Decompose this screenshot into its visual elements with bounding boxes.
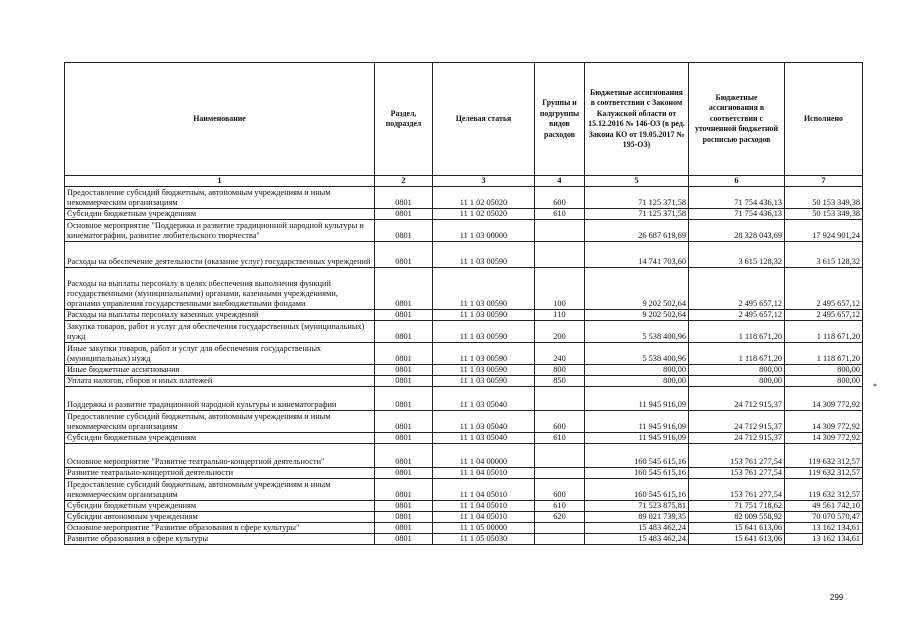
cell-budget-law: 11 945 916,09 <box>585 411 689 433</box>
cell-target: 11 1 04 05010 <box>433 479 535 501</box>
table-row <box>65 187 863 209</box>
cell-target: 11 1 04 05010 <box>433 512 535 523</box>
cell-section: 0801 <box>375 220 433 242</box>
column-number: 5 <box>585 176 689 187</box>
cell-budget-law: 9 202 502,64 <box>585 310 689 321</box>
column-number: 1 <box>65 176 375 187</box>
cell-section: 0801 <box>375 376 433 387</box>
cell-budget-refined: 71 754 436,13 <box>689 209 785 220</box>
cell-target: 11 1 02 05020 <box>433 187 535 209</box>
cell-group: 600 <box>535 187 585 209</box>
cell-group <box>535 534 585 545</box>
cell-group <box>535 468 585 479</box>
cell-target: 11 1 03 00590 <box>433 310 535 321</box>
table-row <box>65 444 863 468</box>
header-executed: Исполнено <box>785 63 863 176</box>
cell-name: Предоставление субсидий бюджетным, автономным учреждениям и иным некоммерческим организациям <box>65 479 375 501</box>
table-row <box>65 534 863 545</box>
cell-section: 0801 <box>375 187 433 209</box>
cell-group: 610 <box>535 501 585 512</box>
cell-executed: 70 070 570,47 <box>785 512 863 523</box>
cell-section: 0801 <box>375 387 433 411</box>
cell-name: Расходы на обеспечение деятельности (оказание услуг) государственных учреждений <box>65 242 375 268</box>
cell-target: 11 1 03 05040 <box>433 433 535 444</box>
header-row <box>65 63 863 176</box>
table-row <box>65 376 863 387</box>
cell-section: 0801 <box>375 534 433 545</box>
table-row <box>65 310 863 321</box>
cell-group <box>535 220 585 242</box>
table-row <box>65 268 863 310</box>
column-number: 6 <box>689 176 785 187</box>
cell-section: 0801 <box>375 343 433 365</box>
cell-budget-refined: 153 761 277,54 <box>689 468 785 479</box>
cell-target: 11 1 03 00590 <box>433 268 535 310</box>
cell-target: 11 1 05 00000 <box>433 523 535 534</box>
cell-executed: 2 495 657,12 <box>785 268 863 310</box>
header-name: Наименование <box>65 63 375 176</box>
cell-executed: 119 632 312,57 <box>785 468 863 479</box>
cell-section: 0801 <box>375 523 433 534</box>
cell-target: 11 1 03 05040 <box>433 387 535 411</box>
cell-group: 800 <box>535 365 585 376</box>
cell-target: 11 1 05 05030 <box>433 534 535 545</box>
cell-name: Развитие образования в сфере культуры <box>65 534 375 545</box>
cell-executed: 800,00 <box>785 376 863 387</box>
cell-section: 0801 <box>375 501 433 512</box>
cell-name: Предоставление субсидий бюджетным, автономным учреждениям и иным некоммерческим организациям <box>65 187 375 209</box>
cell-budget-refined: 24 712 915,37 <box>689 433 785 444</box>
cell-budget-refined: 24 712 915,37 <box>689 411 785 433</box>
cell-budget-law: 5 538 400,96 <box>585 343 689 365</box>
cell-budget-law: 160 545 615,16 <box>585 444 689 468</box>
cell-budget-law: 15 483 462,24 <box>585 523 689 534</box>
cell-budget-law: 160 545 615,16 <box>585 468 689 479</box>
column-number: 3 <box>433 176 535 187</box>
header-section: Раздел, подраздел <box>375 63 433 176</box>
cell-executed: 50 153 349,38 <box>785 187 863 209</box>
margin-mark: * <box>873 382 877 391</box>
cell-executed: 13 162 134,61 <box>785 523 863 534</box>
cell-executed: 50 153 349,38 <box>785 209 863 220</box>
cell-name: Расходы на выплаты персоналу в целях обеспечения выполнения функций государственными (муниципальными) органами, казенными учреждениями, органами управления государственными внебюджетными фондами <box>65 268 375 310</box>
column-number-row <box>65 176 863 187</box>
column-number: 4 <box>535 176 585 187</box>
cell-budget-refined: 24 712 915,37 <box>689 387 785 411</box>
cell-budget-law: 9 202 502,64 <box>585 268 689 310</box>
cell-name: Уплата налогов, сборов и иных платежей <box>65 376 375 387</box>
cell-executed: 49 561 742,10 <box>785 501 863 512</box>
table-row <box>65 387 863 411</box>
table-row <box>65 523 863 534</box>
cell-budget-law: 5 538 400,96 <box>585 321 689 343</box>
header-budget-law: Бюджетные ассигнования в соответствии с Законом Калужской области от 15.12.2016 № 146-ОЗ (в ред. Закона КО от 19.05.2017 № 195-ОЗ) <box>585 63 689 176</box>
cell-group <box>535 523 585 534</box>
cell-target: 11 1 03 00590 <box>433 365 535 376</box>
cell-section: 0801 <box>375 365 433 376</box>
column-number: 2 <box>375 176 433 187</box>
table-body <box>65 187 863 545</box>
cell-group: 240 <box>535 343 585 365</box>
cell-executed: 13 162 134,61 <box>785 534 863 545</box>
cell-budget-refined: 153 761 277,54 <box>689 444 785 468</box>
cell-executed: 119 632 312,57 <box>785 444 863 468</box>
cell-name: Развитие театрально-концертной деятельности <box>65 468 375 479</box>
cell-group: 200 <box>535 321 585 343</box>
cell-name: Поддержка и развитие традиционной народной культуры и кинематографии <box>65 387 375 411</box>
cell-group <box>535 387 585 411</box>
cell-target: 11 1 04 00000 <box>433 444 535 468</box>
cell-name: Субсидии бюджетным учреждениям <box>65 501 375 512</box>
cell-section: 0801 <box>375 310 433 321</box>
cell-executed: 3 615 128,32 <box>785 242 863 268</box>
cell-target: 11 1 03 00590 <box>433 321 535 343</box>
cell-name: Иные бюджетные ассигнования <box>65 365 375 376</box>
table-row <box>65 433 863 444</box>
cell-budget-law: 11 945 916,09 <box>585 387 689 411</box>
budget-table <box>64 62 863 545</box>
table-row <box>65 468 863 479</box>
cell-section: 0801 <box>375 512 433 523</box>
cell-budget-law: 71 523 875,81 <box>585 501 689 512</box>
cell-budget-law: 89 021 739,35 <box>585 512 689 523</box>
cell-name: Расходы на выплаты персоналу казенных учреждений <box>65 310 375 321</box>
cell-target: 11 1 04 05010 <box>433 501 535 512</box>
cell-group: 110 <box>535 310 585 321</box>
cell-budget-refined: 15 641 613,06 <box>689 534 785 545</box>
cell-section: 0801 <box>375 479 433 501</box>
cell-budget-refined: 3 615 128,32 <box>689 242 785 268</box>
cell-target: 11 1 04 05010 <box>433 468 535 479</box>
table-row <box>65 321 863 343</box>
cell-name: Субсидии бюджетным учреждениям <box>65 209 375 220</box>
cell-budget-law: 800,00 <box>585 365 689 376</box>
table-row <box>65 220 863 242</box>
cell-target: 11 1 03 00000 <box>433 220 535 242</box>
cell-group: 600 <box>535 479 585 501</box>
cell-budget-law: 71 125 371,58 <box>585 209 689 220</box>
cell-budget-refined: 15 641 613,06 <box>689 523 785 534</box>
cell-budget-refined: 2 495 657,12 <box>689 310 785 321</box>
cell-budget-refined: 153 761 277,54 <box>689 479 785 501</box>
table-row <box>65 242 863 268</box>
cell-budget-law: 800,00 <box>585 376 689 387</box>
cell-executed: 119 632 312,57 <box>785 479 863 501</box>
cell-name: Предоставление субсидий бюджетным, автономным учреждениям и иным некоммерческим организациям <box>65 411 375 433</box>
cell-target: 11 1 02 05020 <box>433 209 535 220</box>
cell-section: 0801 <box>375 433 433 444</box>
header-target: Целевая статья <box>433 63 535 176</box>
cell-section: 0801 <box>375 209 433 220</box>
cell-name: Основное мероприятие "Развитие театрально-концертной деятельности" <box>65 444 375 468</box>
cell-group: 610 <box>535 433 585 444</box>
cell-executed: 800,00 <box>785 365 863 376</box>
header-groups: Группы и подгруппы видов расходов <box>535 63 585 176</box>
column-number: 7 <box>785 176 863 187</box>
cell-executed: 1 118 671,20 <box>785 343 863 365</box>
cell-budget-law: 11 945 916,09 <box>585 433 689 444</box>
cell-executed: 14 309 772,92 <box>785 411 863 433</box>
header-budget-refined: Бюджетные ассигнования в соответствии с уточненной бюджетной росписью расходов <box>689 63 785 176</box>
cell-budget-law: 14 741 703,60 <box>585 242 689 268</box>
cell-group <box>535 444 585 468</box>
cell-target: 11 1 03 00590 <box>433 242 535 268</box>
table-row <box>65 365 863 376</box>
cell-executed: 14 309 772,92 <box>785 387 863 411</box>
cell-budget-refined: 82 009 558,92 <box>689 512 785 523</box>
cell-name: Закупка товаров, работ и услуг для обеспечения государственных (муниципальных) нужд <box>65 321 375 343</box>
cell-group: 600 <box>535 411 585 433</box>
cell-name: Субсидии автономным учреждениям <box>65 512 375 523</box>
cell-executed: 14 309 772,92 <box>785 433 863 444</box>
cell-name: Иные закупки товаров, работ и услуг для обеспечения государственных (муниципальных) нужд <box>65 343 375 365</box>
cell-section: 0801 <box>375 444 433 468</box>
cell-section: 0801 <box>375 242 433 268</box>
cell-name: Субсидии бюджетным учреждениям <box>65 433 375 444</box>
cell-executed: 2 495 657,12 <box>785 310 863 321</box>
cell-group: 100 <box>535 268 585 310</box>
cell-budget-refined: 2 495 657,12 <box>689 268 785 310</box>
cell-budget-law: 26 687 619,69 <box>585 220 689 242</box>
cell-budget-refined: 28 328 043,69 <box>689 220 785 242</box>
table-row <box>65 512 863 523</box>
cell-budget-refined: 800,00 <box>689 365 785 376</box>
cell-budget-law: 15 483 462,24 <box>585 534 689 545</box>
cell-budget-refined: 71 754 436,13 <box>689 187 785 209</box>
page-number: 299 <box>830 593 844 602</box>
cell-budget-refined: 1 118 671,20 <box>689 343 785 365</box>
cell-section: 0801 <box>375 411 433 433</box>
cell-target: 11 1 03 05040 <box>433 411 535 433</box>
cell-budget-law: 71 125 371,58 <box>585 187 689 209</box>
cell-executed: 17 924 901,24 <box>785 220 863 242</box>
cell-section: 0801 <box>375 468 433 479</box>
cell-target: 11 1 03 00590 <box>433 376 535 387</box>
table-row <box>65 343 863 365</box>
cell-group: 620 <box>535 512 585 523</box>
table-row <box>65 479 863 501</box>
table-row <box>65 411 863 433</box>
cell-name: Основное мероприятие "Развитие образования в сфере культуры" <box>65 523 375 534</box>
table-row <box>65 209 863 220</box>
cell-budget-refined: 1 118 671,20 <box>689 321 785 343</box>
cell-group: 610 <box>535 209 585 220</box>
cell-target: 11 1 03 00590 <box>433 343 535 365</box>
cell-group <box>535 242 585 268</box>
table-row <box>65 501 863 512</box>
cell-section: 0801 <box>375 321 433 343</box>
cell-budget-refined: 800,00 <box>689 376 785 387</box>
cell-budget-law: 160 545 615,16 <box>585 479 689 501</box>
cell-name: Основное мероприятие "Поддержка и развитие традиционной народной культуры и кинематографии, развитие любительского творчества" <box>65 220 375 242</box>
cell-executed: 1 118 671,20 <box>785 321 863 343</box>
cell-group: 850 <box>535 376 585 387</box>
cell-budget-refined: 71 751 718,62 <box>689 501 785 512</box>
cell-section: 0801 <box>375 268 433 310</box>
